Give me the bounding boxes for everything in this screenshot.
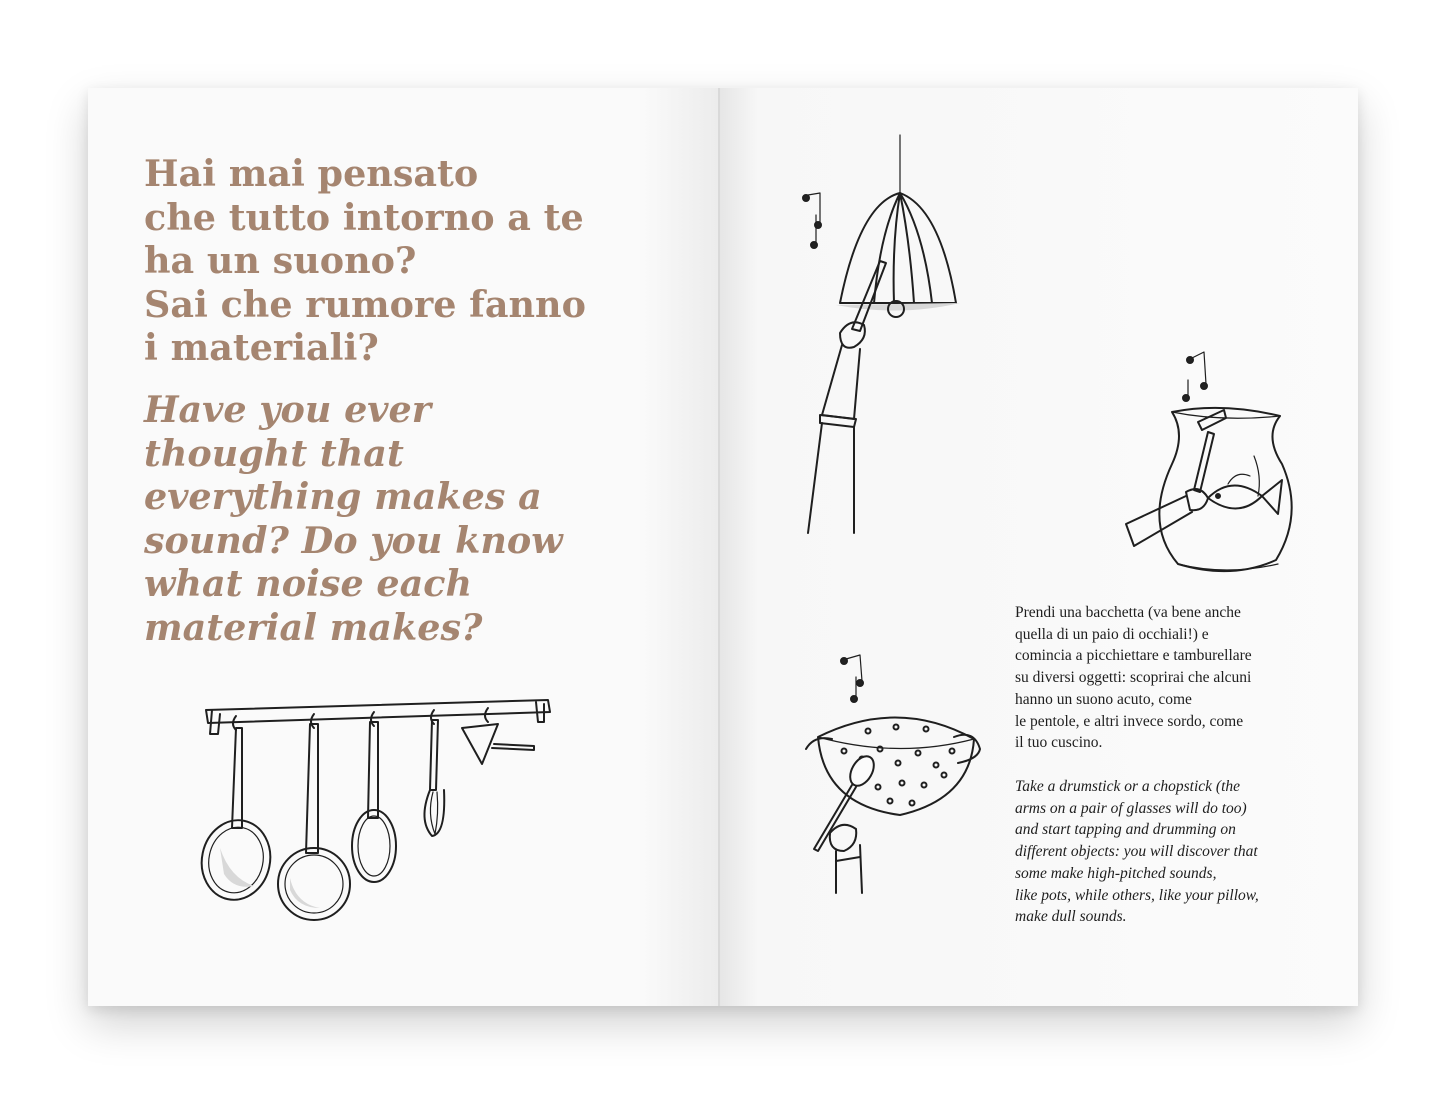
lampshade-tapping-illustration bbox=[770, 133, 1000, 453]
left-page bbox=[88, 88, 718, 1006]
fishbowl-vase-tapping-illustration bbox=[1068, 350, 1308, 590]
italian-heading: Hai mai pensato che tutto intorno a te ha un suono? Sai che rumore fanno i materiali? bbox=[144, 152, 586, 369]
right-page bbox=[720, 88, 1358, 1006]
kitchen-utensil-rack-illustration bbox=[198, 688, 558, 938]
italian-body-text: Prendi una bacchetta (va bene anche quella di un paio di occhiali!) e comincia a picchiettare e tamburellare su diversi oggetti: scoprirai che alcuni hanno un suono acuto, come le pentole, e altri invece sordo, come il tuo cuscino. bbox=[1015, 604, 1252, 752]
english-heading: Have you ever thought that everything makes a sound? Do you know what noise each material makes? bbox=[144, 388, 563, 649]
book-spread bbox=[88, 88, 1358, 1006]
english-body-text: Take a drumstick or a chopstick (the arms on a pair of glasses will do too) and start tapping and drumming on different objects: you will discover that some make high-pitched sounds, like pots, while others, like your pillow, make dull sounds. bbox=[1015, 778, 1259, 926]
colander-tapping-illustration bbox=[800, 653, 990, 903]
